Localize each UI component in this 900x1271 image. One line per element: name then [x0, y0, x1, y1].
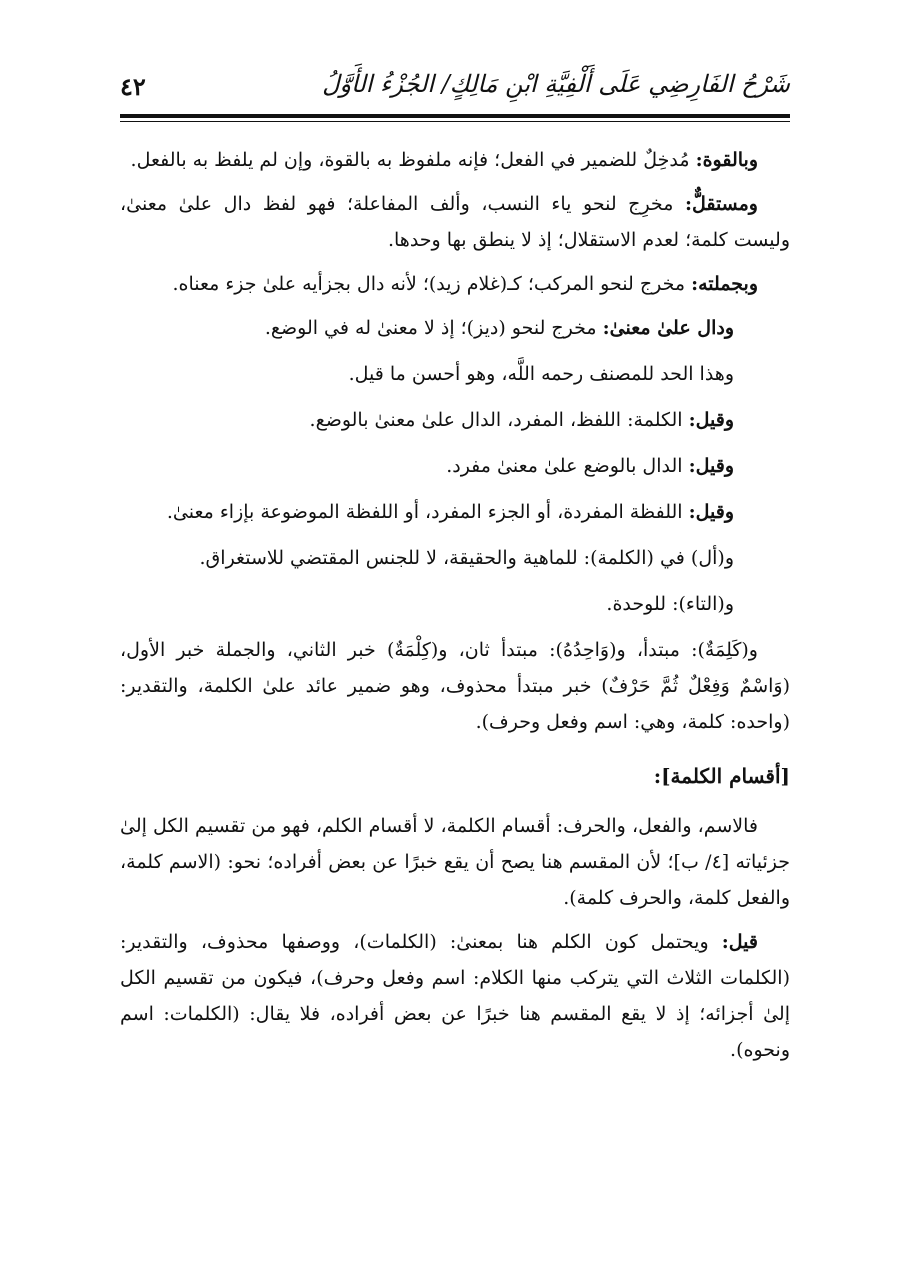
header-title: شَرْحُ الفَارِضِي عَلَى أَلْفِيَّةِ ابْنِ مَالِكٍ/ الجُزْءُ الأَوَّلُ	[322, 70, 790, 98]
term: وبالقوة:	[695, 149, 758, 171]
main-text	[120, 142, 790, 1068]
indented-line	[120, 310, 790, 346]
term: ودال علىٰ معنىٰ:	[602, 317, 734, 339]
paragraph	[120, 186, 790, 258]
page-number: ٤٢	[120, 72, 146, 101]
paragraph-text: مُدخِلٌ للضمير في الفعل؛ فإنه ملفوظ به بالقوة، وإن لم يلفظ به بالفعل.	[130, 149, 696, 171]
term: ومستقلٌّ:	[684, 193, 758, 215]
line-text: اللفظة المفردة، أو الجزء المفرد، أو اللفظة الموضوعة بإزاء معنىٰ.	[166, 501, 689, 523]
indented-line	[120, 540, 790, 576]
line-text: و(التاء): للوحدة.	[606, 593, 734, 615]
header-rule-thin	[120, 121, 790, 122]
paragraph-text: مخرج لنحو المركب؛ كـ(غلام زيد)؛ لأنه دال بجزأيه علىٰ جزء معناه.	[172, 273, 692, 295]
running-header	[120, 60, 790, 112]
section-heading: [أقسام الكلمة]:	[653, 764, 790, 788]
paragraph-text: ويحتمل كون الكلم هنا بمعنىٰ: (الكلمات)، ووصفها محذوف، والتقدير: (الكلمات الثلاث التي يتركب منها الكلام: اسم وفعل وحرف)، فيكون من تقسيم الكل إلىٰ أجزائه؛ إذ لا يقع المقسم هنا خبرًا عن بعض أفراده، فلا يقال: (الكلمات: اسم ونحوه).	[120, 931, 790, 1061]
term: وبجملته:	[691, 273, 758, 295]
indented-line	[120, 586, 790, 622]
paragraph-division: فالاسم، والفعل، والحرف: أقسام الكلمة، لا أقسام الكلم، فهو من تقسيم الكل إلىٰ جزئياته [٤/ ب]؛ لأن المقسم هنا يصح أن يقع خبرًا عن بعض أفراده؛ نحو: (الاسم كلمة، والفعل كلمة، والحرف كلمة).	[120, 815, 791, 909]
indented-line	[120, 448, 790, 484]
term: وقيل:	[688, 501, 734, 523]
line-text: وهذا الحد للمصنف رحمه اللَّه، وهو أحسن ما قيل.	[348, 363, 734, 385]
paragraph	[120, 266, 790, 302]
line-text: مخرج لنحو (ديز)؛ إذ لا معنىٰ له في الوضع.	[264, 317, 603, 339]
line-text: الدال بالوضع علىٰ معنىٰ مفرد.	[446, 455, 689, 477]
indented-line	[120, 494, 790, 530]
paragraph	[120, 142, 790, 178]
term: وقيل:	[688, 409, 734, 431]
paragraph-grammar: و(كَلِمَةٌ): مبتدأ، و(وَاحِدُهُ): مبتدأ ثان، و(كِلْمَةٌ) خبر الثاني، والجملة خبر الأول، (وَاسْمٌ وَفِعْلٌ ثُمَّ حَرْفٌ) خبر مبتدأ محذوف، وهو ضمير عائد علىٰ الكلمة، والتقدير: (واحده: كلمة، وهي: اسم وفعل وحرف).	[120, 639, 790, 733]
paragraph	[120, 924, 790, 1068]
line-text: و(أل) في (الكلمة): للماهية والحقيقة، لا للجنس المقتضي للاستغراق.	[199, 547, 734, 569]
page	[120, 60, 790, 1076]
line-text: الكلمة: اللفظ، المفرد، الدال علىٰ معنىٰ بالوضع.	[309, 409, 689, 431]
paragraph-text: مخرِج لنحو ياء النسب، وألف المفاعلة؛ فهو لفظ دال علىٰ معنىٰ، وليست كلمة؛ لعدم الاستقلال؛ إذ لا ينطق بها وحدها.	[120, 193, 790, 251]
header-rule-thick	[120, 114, 790, 118]
indented-line	[120, 356, 790, 392]
term: قيل:	[721, 931, 758, 953]
indented-line	[120, 402, 790, 438]
term: وقيل:	[688, 455, 734, 477]
